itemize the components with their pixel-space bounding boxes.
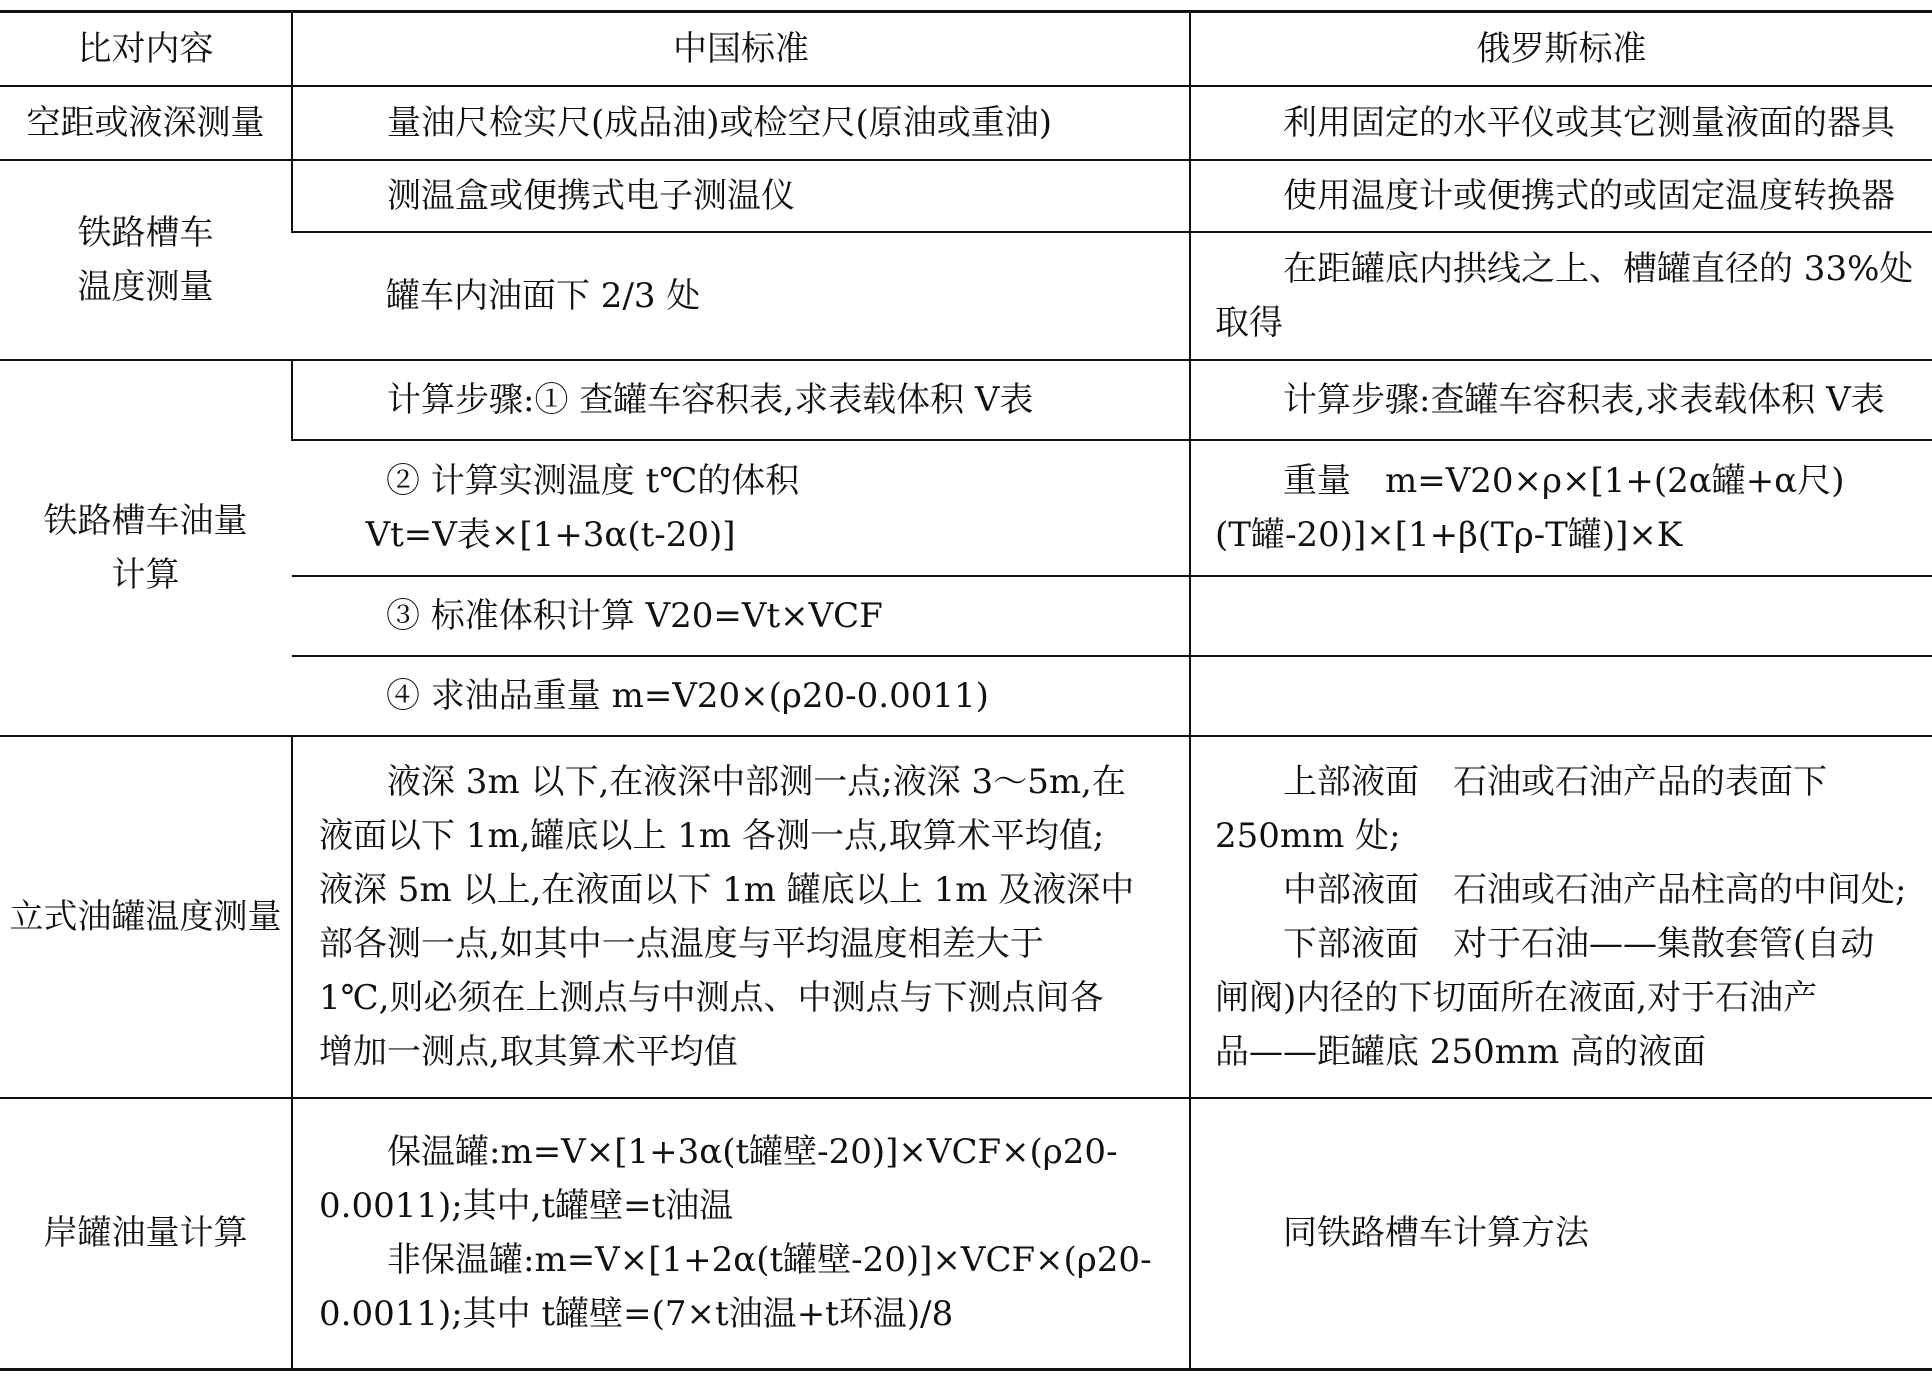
cn-shore-calc: 保温罐:m=V×[1+3α(t罐壁-20)]×VCF×(ρ20- 0.0011);其中,t罐壁=t油温 非保温罐:m=V×[1+2α(t罐壁-20)]×VCF×(ρ20- 0.0011);其中 t罐壁=(7×t油温+t环温)/8 — [292, 1098, 1190, 1370]
ru-rail-calc-empty-3 — [1190, 576, 1932, 656]
label-rail-calc: 铁路槽车油量 计算 — [0, 360, 292, 736]
label-ullage: 空距或液深测量 — [0, 86, 292, 160]
ru-rail-calc-step1: 计算步骤:查罐车容积表,求表载体积 V表 — [1190, 360, 1932, 440]
label-rail-temp: 铁路槽车 温度测量 — [0, 160, 292, 360]
row-ullage — [0, 86, 1932, 160]
cn-rail-calc-step1: 计算步骤:① 查罐车容积表,求表载体积 V表 — [292, 360, 1190, 440]
row-shore-calc — [0, 1098, 1932, 1370]
cn-rail-calc-step2: ② 计算实测温度 t℃的体积 Vt=V表×[1+3α(t-20)] — [292, 440, 1190, 576]
cn-vertical-temp: 液深 3m 以下,在液深中部测一点;液深 3～5m,在 液面以下 1m,罐底以上 1m 各测一点,取算术平均值; 液深 5m 以上,在液面以下 1m 罐底以上 1m 及液深中 部各测一点,如其中一点温度与平均温度相差大于 1℃,则必须在上测点与中测点、中测点与下测点间各 增加一测点,取其算术平均值 — [292, 736, 1190, 1098]
cn-rail-temp-instrument: 测温盒或便携式电子测温仪 — [292, 160, 1190, 232]
ru-rail-temp-position: 在距罐底内拱线之上、槽罐直径的 33%处 取得 — [1190, 232, 1932, 360]
ru-shore-calc: 同铁路槽车计算方法 — [1190, 1098, 1932, 1370]
label-vertical-temp: 立式油罐温度测量 — [0, 736, 292, 1098]
row-vertical-temp — [0, 736, 1932, 1098]
row-rail-calc-1 — [0, 360, 1932, 440]
header-russia-standard: 俄罗斯标准 — [1190, 12, 1932, 86]
header-compare-content: 比对内容 — [0, 12, 292, 86]
cn-rail-temp-position: 罐车内油面下 2/3 处 — [292, 232, 1190, 360]
cn-ullage: 量油尺检实尺(成品油)或检空尺(原油或重油) — [292, 86, 1190, 160]
ru-vertical-temp: 上部液面 石油或石油产品的表面下 250mm 处; 中部液面 石油或石油产品柱高的中间处; 下部液面 对于石油——集散套管(自动 闸阀)内径的下切面所在液面,对于石油产 品——距罐底 250mm 高的液面 — [1190, 736, 1932, 1098]
label-shore-calc: 岸罐油量计算 — [0, 1098, 292, 1370]
ru-rail-calc-empty-4 — [1190, 656, 1932, 736]
comparison-table — [0, 10, 1932, 1371]
header-row — [0, 12, 1932, 86]
ru-rail-calc-weight: 重量 m=V20×ρ×[1+(2α罐+α尺) (T罐-20)]×[1+β(Tρ-T罐)]×K — [1190, 440, 1932, 576]
header-china-standard: 中国标准 — [292, 12, 1190, 86]
ru-ullage: 利用固定的水平仪或其它测量液面的器具 — [1190, 86, 1932, 160]
ru-rail-temp-instrument: 使用温度计或便携式的或固定温度转换器 — [1190, 160, 1932, 232]
cn-rail-calc-step3: ③ 标准体积计算 V20=Vt×VCF — [292, 576, 1190, 656]
row-rail-temp-1 — [0, 160, 1932, 232]
cn-rail-calc-step4: ④ 求油品重量 m=V20×(ρ20-0.0011) — [292, 656, 1190, 736]
